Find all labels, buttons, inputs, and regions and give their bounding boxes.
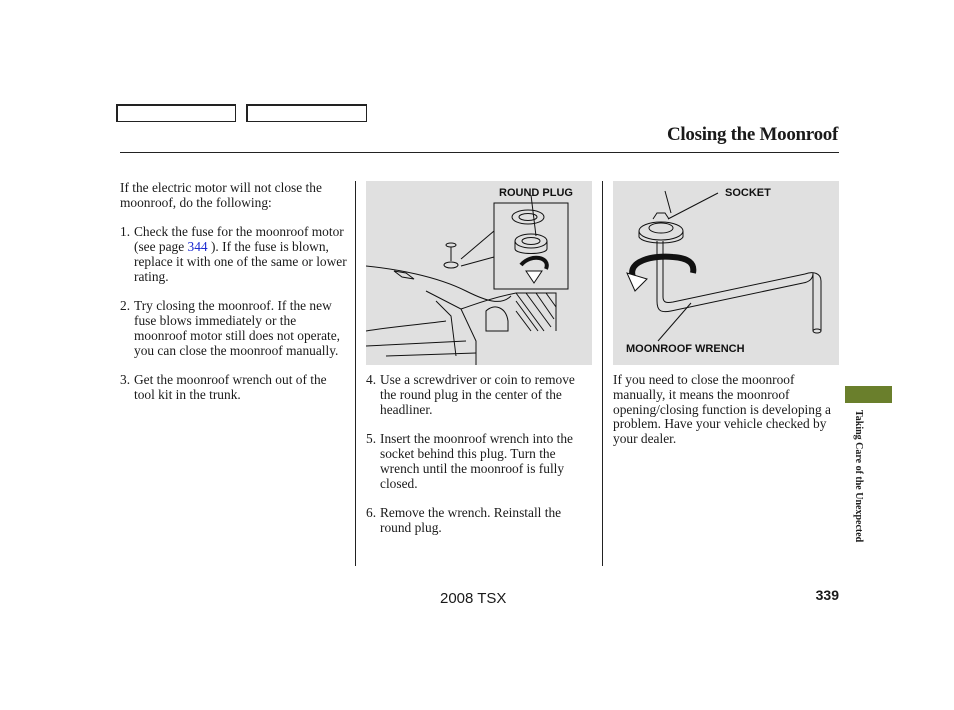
wrench-callout: MOONROOF WRENCH [626,343,745,355]
step-6: 6. Remove the wrench. Reinstall the round plug. [366,505,562,535]
section-tab[interactable] [845,386,892,403]
intro-text: If the electric motor will not close the moonroof, do the following: [120,180,322,210]
step-5: 5. Insert the moonroof wrench into the socket behind this plug. Turn the wrench until the moonroof is fully closed. [366,431,573,491]
title-divider [120,152,839,153]
dealer-note: If you need to close the moonroof manually, it means the moonroof opening/closing function is developing a problem. Have your vehicle checked by your dealer. [613,372,831,447]
section-label: Taking Care of the Unexpected [853,410,864,543]
column-divider [355,181,356,566]
step-2: 2. Try closing the moonroof. If the new fuse blows immediately or the moonroof motor still does not operate, you can close the moonroof manually. [120,298,341,358]
column-3 [613,373,839,462]
footer-model: 2008 TSX [440,590,507,607]
nav-button-contents[interactable] [116,104,236,122]
step-4: 4. Use a screwdriver or coin to remove the round plug in the center of the headliner. [366,372,575,417]
page-title: Closing the Moonroof [667,124,838,145]
column-2 [366,373,590,536]
wrench-illustration [613,181,839,365]
nav-button-index[interactable] [246,104,367,122]
round-plug-callout: ROUND PLUG [499,187,573,199]
column-divider [602,181,603,566]
moonroof-wrench-figure [613,181,839,365]
socket-callout: SOCKET [725,187,771,199]
page-link-344[interactable]: 344 [187,239,208,255]
page-number: 339 [815,587,839,603]
step-3: 3. Get the moonroof wrench out of the tool kit in the trunk. [120,372,327,403]
step-1: 1. Check the fuse for the moonroof motor (see page 344 ). If the fuse is blown, replace it with one of the same or lower rating. [120,224,347,284]
headliner-illustration [366,181,592,365]
column-1 [120,181,348,403]
round-plug-figure [366,181,592,365]
